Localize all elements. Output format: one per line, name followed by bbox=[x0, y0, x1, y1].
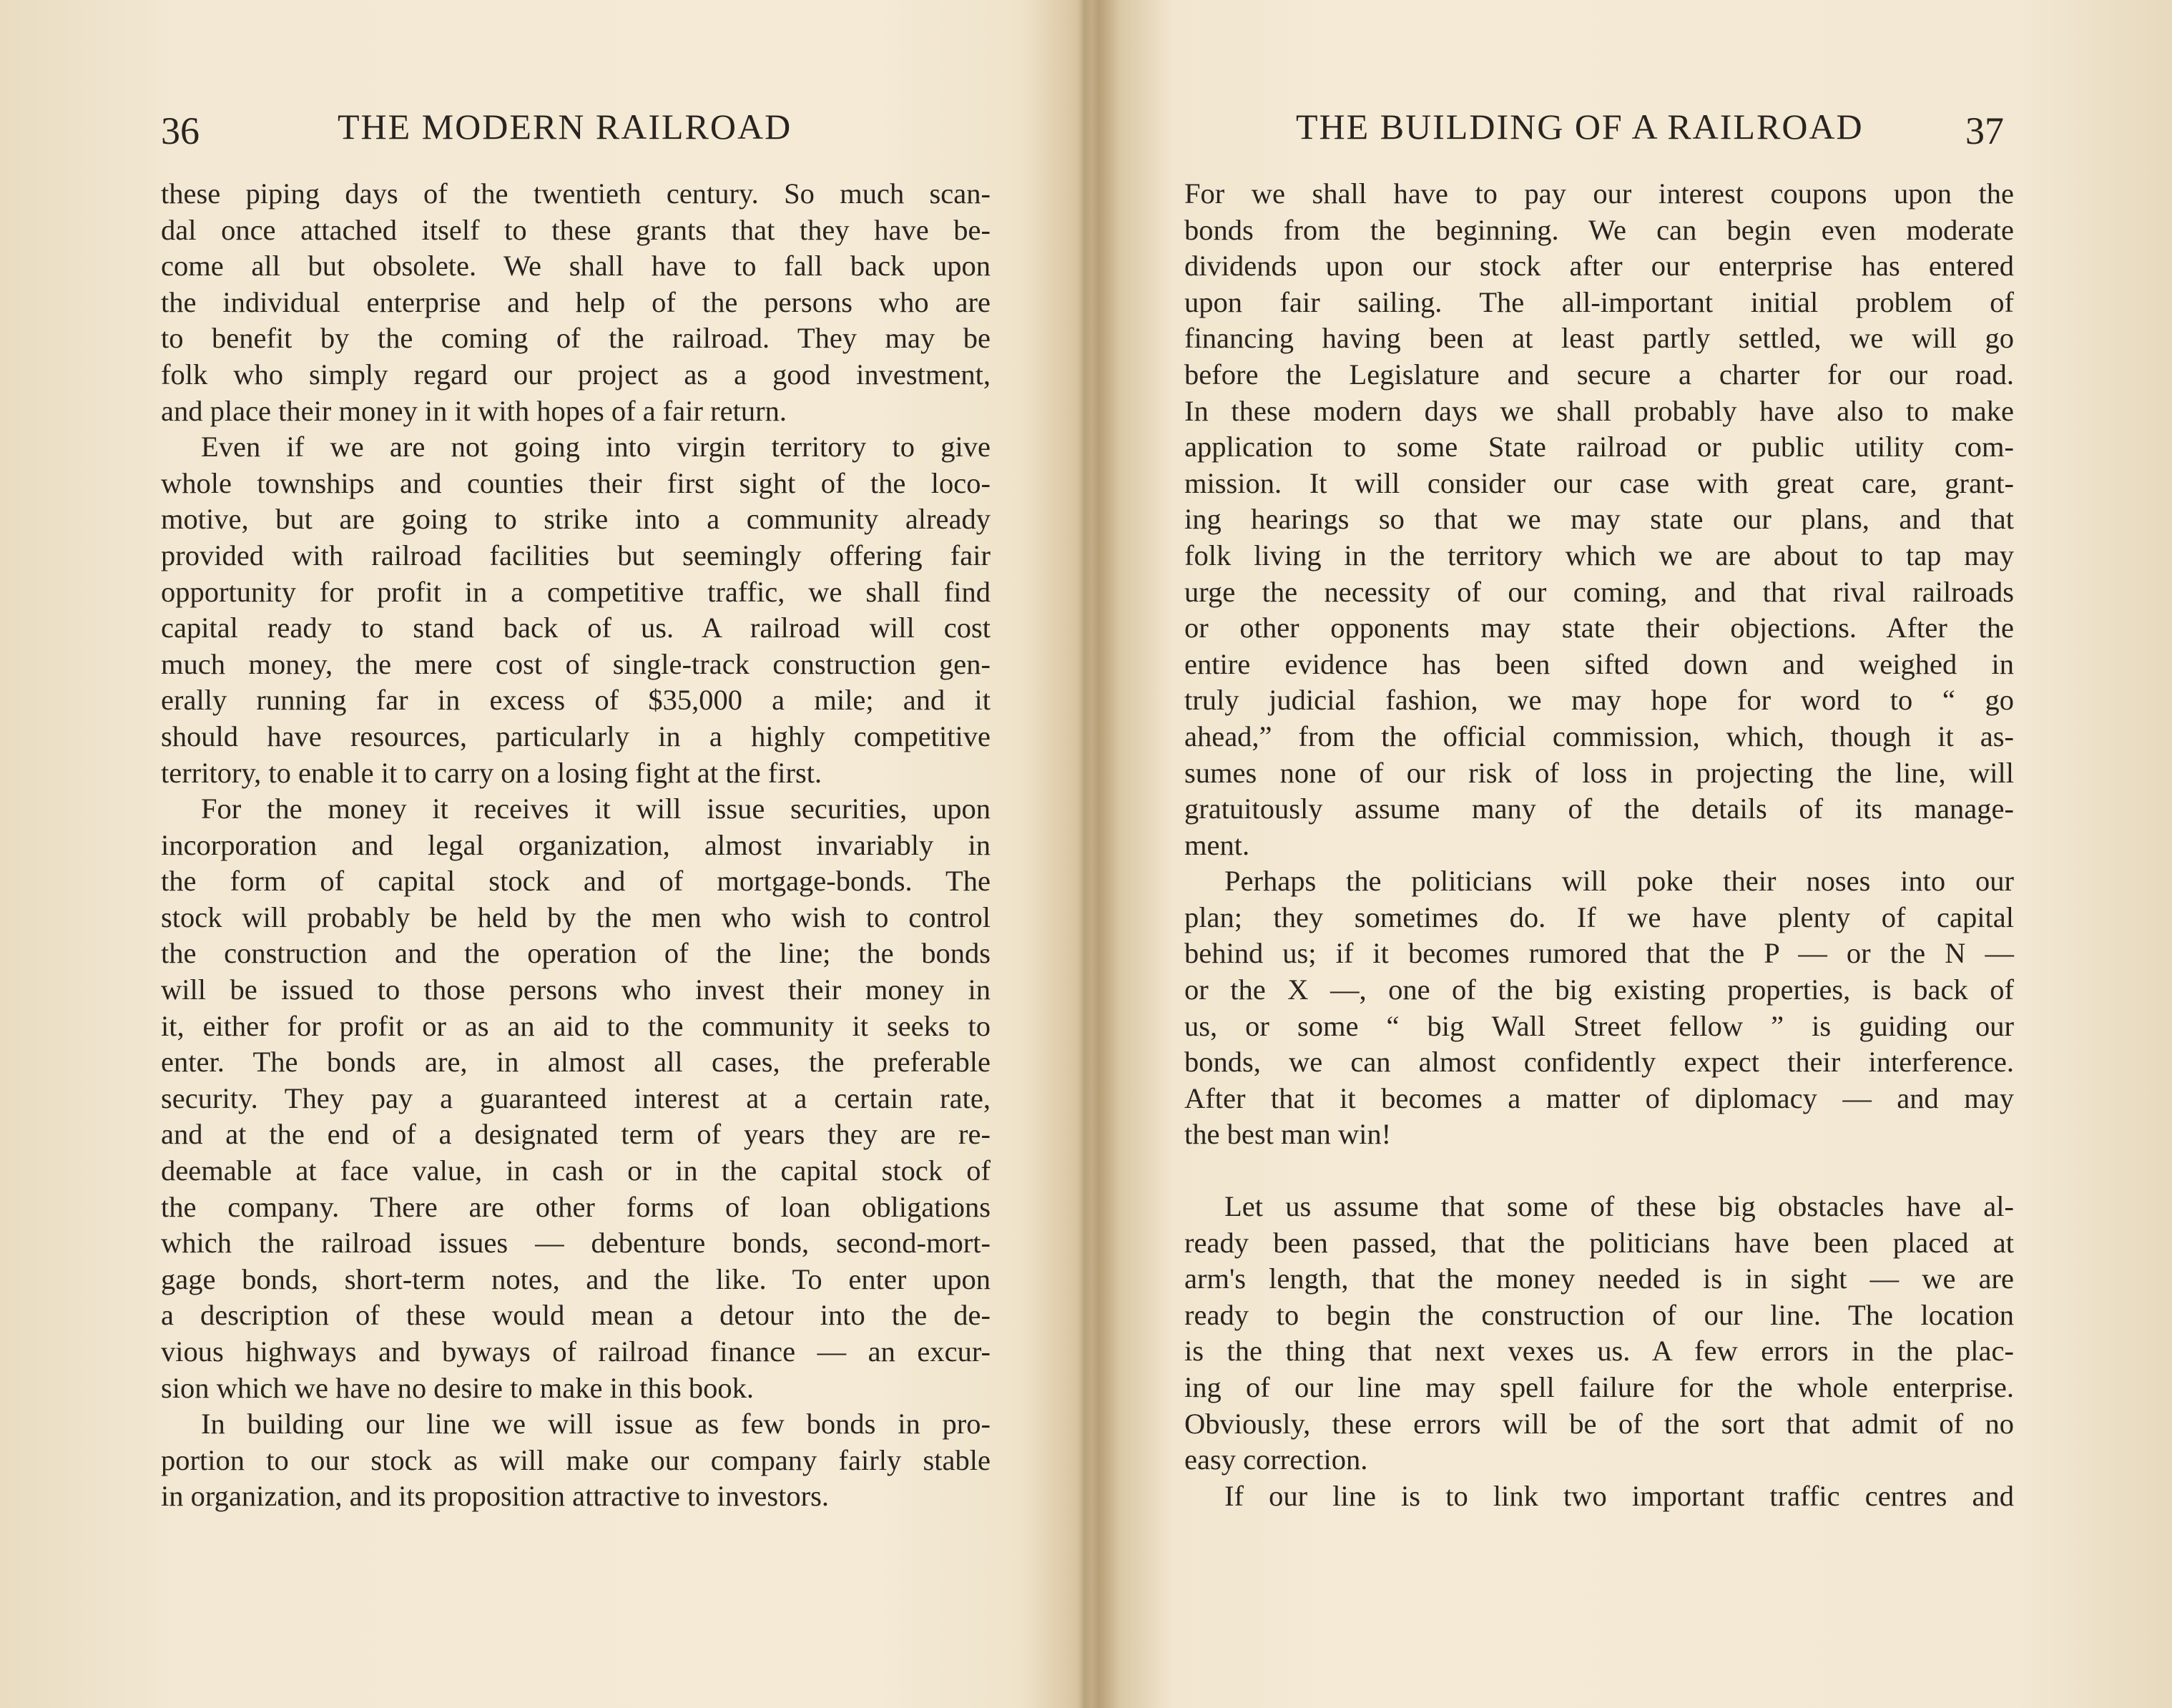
text-line: sion which we have no desire to make in this book. bbox=[161, 1371, 754, 1404]
text-line: In building our line we will issue as few bonds in pro- bbox=[201, 1408, 991, 1440]
text-line: come all but obsolete. We shall have to fall back upon bbox=[161, 250, 991, 283]
text-line: portion to our stock as will make our company fairly stable bbox=[161, 1443, 991, 1476]
text-line: application to some State railroad or public utility com- bbox=[1184, 431, 2014, 463]
text-line: Perhaps the politicians will poke their noses into our bbox=[1224, 865, 2014, 898]
text-line: Let us assume that some of these big obstacles have al- bbox=[1224, 1190, 2014, 1223]
text-line: the form of capital stock and of mortgage-bonds. The bbox=[161, 865, 991, 898]
text-line: the best man win! bbox=[1184, 1118, 1392, 1151]
text-line: easy correction. bbox=[1184, 1443, 1368, 1476]
text-line: Obviously, these errors will be of the sort that admit of no bbox=[1184, 1407, 2014, 1440]
text-line: security. They pay a guaranteed interest at a certain rate, bbox=[161, 1081, 991, 1114]
text-line: a description of these would mean a detour into the de- bbox=[161, 1299, 991, 1332]
text-line: to benefit by the coming of the railroad. They may be bbox=[161, 322, 991, 355]
text-line: whole townships and counties their first sight of the loco- bbox=[161, 466, 991, 499]
text-line: ready to begin the construction of our line. The location bbox=[1184, 1298, 2014, 1331]
page-number: 36 bbox=[161, 109, 200, 152]
page-number: 37 bbox=[1965, 109, 2004, 152]
text-line: should have resources, particularly in a highly competitive bbox=[161, 720, 991, 752]
running-head: THE MODERN RAILROAD bbox=[338, 107, 792, 147]
text-line: will be issued to those persons who invest their money in bbox=[161, 973, 991, 1006]
text-line: incorporation and legal organization, almost invariably in bbox=[161, 828, 991, 861]
text-line: In these modern days we shall probably have also to make bbox=[1184, 394, 2014, 427]
text-line: truly judicial fashion, we may hope for word to “ go bbox=[1184, 684, 2014, 717]
text-line: the company. There are other forms of loan obligations bbox=[161, 1190, 991, 1223]
text-line: sumes none of our risk of loss in projecting the line, will bbox=[1184, 756, 2014, 789]
text-line: ahead,” from the official commission, which, though it as- bbox=[1184, 720, 2014, 752]
text-line: provided with railroad facilities but seemingly offering fair bbox=[161, 539, 991, 571]
text-line: and place their money in it with hopes of a fair return. bbox=[161, 394, 787, 427]
text-line: erally running far in excess of $35,000 a mile; and it bbox=[161, 684, 991, 717]
text-line: the construction and the operation of the line; the bonds bbox=[161, 937, 991, 970]
page-body bbox=[161, 176, 991, 1515]
text-line: enter. The bonds are, in almost all cases, the preferable bbox=[161, 1046, 991, 1079]
text-line: arm's length, that the money needed is in sight — we are bbox=[1184, 1262, 2014, 1295]
text-line: and at the end of a designated term of years they are re- bbox=[161, 1118, 991, 1151]
text-line: upon fair sailing. The all-important initial problem of bbox=[1184, 285, 2014, 318]
text-line: opportunity for profit in a competitive traffic, we shall find bbox=[161, 575, 991, 608]
text-line: After that it becomes a matter of diplomacy — and may bbox=[1184, 1081, 2014, 1114]
text-line: dividends upon our stock after our enterprise has entered bbox=[1184, 250, 2014, 283]
text-line: gratuitously assume many of the details of its manage- bbox=[1184, 792, 2014, 825]
text-line: entire evidence has been sifted down and weighed in bbox=[1184, 647, 2014, 680]
text-line: financing having been at least partly settled, we will go bbox=[1184, 322, 2014, 355]
text-line: folk who simply regard our project as a good investment, bbox=[161, 358, 991, 391]
text-line: is the thing that next vexes us. A few errors in the plac- bbox=[1184, 1335, 2014, 1368]
text-line: For we shall have to pay our interest coupons upon the bbox=[1184, 177, 2014, 210]
text-line: behind us; if it becomes rumored that the P — or the N — bbox=[1184, 937, 2014, 970]
text-line: urge the necessity of our coming, and that rival railroads bbox=[1184, 575, 2014, 608]
text-line: bonds, we can almost confidently expect their interference. bbox=[1184, 1046, 2014, 1079]
running-head: THE BUILDING OF A RAILROAD bbox=[1296, 107, 1864, 147]
text-line: or the X —, one of the big existing properties, is back of bbox=[1184, 973, 2014, 1006]
text-line: stock will probably be held by the men who wish to control bbox=[161, 900, 991, 933]
text-line: capital ready to stand back of us. A railroad will cost bbox=[161, 612, 991, 644]
section-break bbox=[1184, 1153, 2014, 1189]
text-line: us, or some “ big Wall Street fellow ” is guiding our bbox=[1184, 1009, 2014, 1042]
text-line: dal once attached itself to these grants that they have be- bbox=[161, 213, 991, 246]
text-line: plan; they sometimes do. If we have plenty of capital bbox=[1184, 900, 2014, 933]
text-line: Even if we are not going into virgin territory to give bbox=[201, 431, 991, 463]
text-line: bonds from the beginning. We can begin even moderate bbox=[1184, 213, 2014, 246]
text-line: vious highways and byways of railroad finance — an excur- bbox=[161, 1335, 991, 1368]
right-page bbox=[1091, 0, 2172, 1708]
text-line: deemable at face value, in cash or in the capital stock of bbox=[161, 1154, 991, 1187]
text-line: gage bonds, short-term notes, and the like. To enter upon bbox=[161, 1262, 991, 1295]
page-body bbox=[1184, 176, 2014, 1514]
text-line: it, either for profit or as an aid to the community it seeks to bbox=[161, 1009, 991, 1042]
text-line: these piping days of the twentieth century. So much scan- bbox=[161, 177, 991, 210]
text-line: motive, but are going to strike into a community already bbox=[161, 503, 991, 536]
text-line: in organization, and its proposition attractive to investors. bbox=[161, 1480, 829, 1513]
text-line: ready been passed, that the politicians have been placed at bbox=[1184, 1226, 2014, 1259]
text-line: territory, to enable it to carry on a losing fight at the first. bbox=[161, 756, 822, 789]
text-line: For the money it receives it will issue securities, upon bbox=[201, 792, 991, 825]
text-line: If our line is to link two important traffic centres and bbox=[1224, 1479, 2014, 1512]
text-line: ing of our line may spell failure for the whole enterprise. bbox=[1184, 1371, 2014, 1403]
text-line: ing hearings so that we may state our plans, and that bbox=[1184, 503, 2014, 536]
text-line: much money, the mere cost of single-track construction gen- bbox=[161, 647, 991, 680]
left-page bbox=[0, 0, 1080, 1708]
book-gutter bbox=[1078, 0, 1091, 1708]
text-line: which the railroad issues — debenture bonds, second-mort- bbox=[161, 1227, 991, 1260]
text-line: mission. It will consider our case with great care, grant- bbox=[1184, 466, 2014, 499]
text-line: folk living in the territory which we are about to tap may bbox=[1184, 539, 2014, 571]
text-line: or other opponents may state their objections. After the bbox=[1184, 612, 2014, 644]
text-line: before the Legislature and secure a charter for our road. bbox=[1184, 358, 2014, 391]
text-line: ment. bbox=[1184, 828, 1250, 861]
text-line: the individual enterprise and help of the persons who are bbox=[161, 285, 991, 318]
